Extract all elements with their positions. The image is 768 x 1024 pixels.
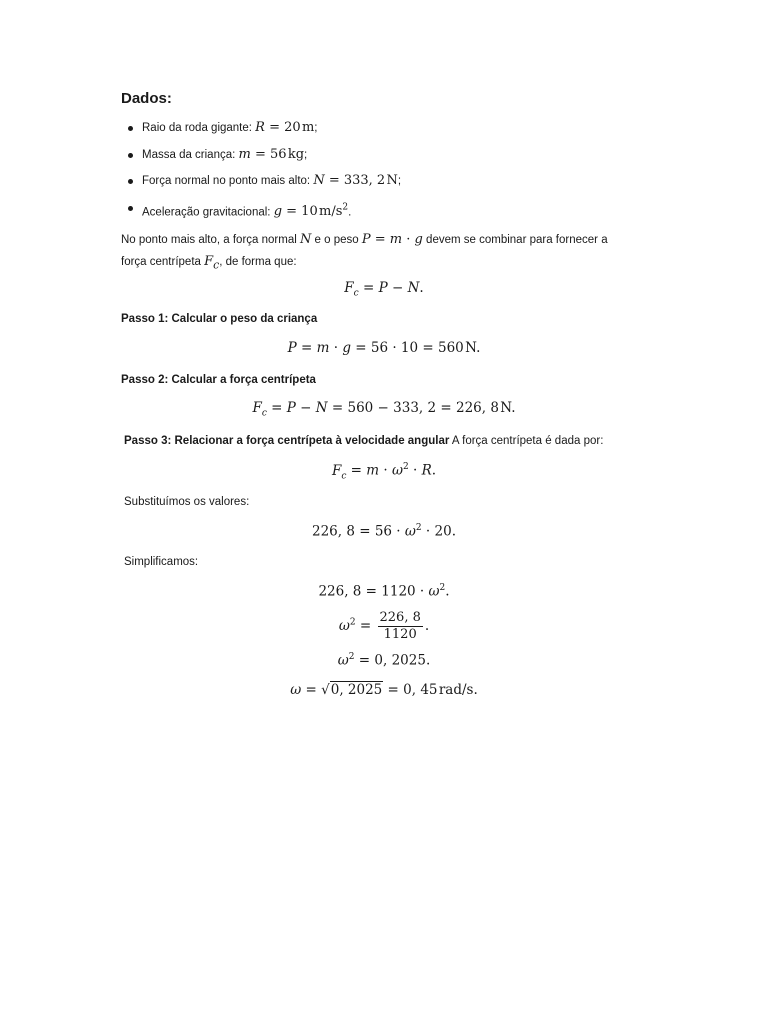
intro-math-p: P = m · g — [361, 232, 423, 247]
equation-substitution: 226, $8 = 56 \cdot \omega^2 \cdot 20$. — [312, 523, 456, 540]
intro-text: força centrípeta — [121, 256, 205, 268]
item-label: Raio da roda gigante: — [142, 122, 256, 134]
list-item — [121, 196, 401, 223]
equation-weight: P = m · g = 56 · 10 = 560 N. — [287, 340, 481, 356]
list-item — [121, 143, 401, 170]
item-math: R = 20 m — [255, 120, 315, 135]
intro-paragraph — [121, 229, 661, 277]
fraction — [378, 610, 423, 643]
final-rhs: = 0, 45 rad/s. — [383, 682, 478, 698]
equation-fc-value: $F_c = P - N = 560 - 333$, 2 = 226, 8 N. — [252, 400, 516, 419]
item-end: . — [348, 205, 352, 218]
step-3-title — [124, 435, 603, 447]
substitution-label: Substituímos os valores: — [124, 496, 250, 508]
intro-math-n: N — [299, 232, 312, 247]
final-lhs: ω = √ — [290, 682, 330, 698]
equation-simplified-3: $\omega^2 = 0$, 2025. — [337, 652, 431, 669]
item-end: ; — [397, 175, 402, 187]
sqrt-radicand: 0, 2025 — [330, 682, 383, 698]
item-end: ; — [304, 148, 308, 161]
fraction-denominator: 1120 — [383, 627, 417, 642]
step-2-title: Passo 2: Calcular a força centrípeta — [121, 374, 316, 386]
equation-simplified-1: 226, $8 = 1120 \cdot \omega^2$. — [318, 583, 450, 600]
intro-math-fc: $F_c$ — [204, 254, 220, 272]
fraction-numerator: 226, 8 — [379, 610, 421, 625]
step-1-title: Passo 1: Calcular o peso da criança — [121, 313, 318, 325]
intro-text: , de forma que: — [219, 256, 297, 268]
item-label: Força normal no ponto mais alto: — [142, 175, 314, 187]
list-item — [121, 116, 401, 143]
item-label: Aceleração gravitacional: — [142, 205, 274, 218]
intro-text: e o peso — [311, 234, 362, 246]
item-math: N = 333, 2 N — [313, 173, 398, 188]
section-heading: Dados: — [121, 90, 172, 107]
step-3-rest: A força centrípeta é dada por: — [449, 435, 604, 447]
step-3-bold: Passo 3: Relacionar a força centrípeta à velocidade angular — [124, 435, 450, 447]
eq2-end: . — [424, 618, 430, 634]
simplify-label: Simplificamos: — [124, 556, 199, 568]
equation-fc-omega: $F_c = m \cdot \omega^2 \cdot R$. — [331, 462, 437, 482]
item-math: g = 10 $m/s^2$ — [273, 202, 349, 219]
equation-simplified-2 — [0, 610, 768, 643]
eq2-lhs: $\omega^2$ = — [338, 617, 376, 634]
intro-text: devem se combinar para fornecer a — [422, 234, 608, 246]
item-math: m = 56 kg — [238, 146, 305, 162]
item-end: ; — [314, 122, 318, 134]
equation-fc-definition: $F_c = P - N$. — [344, 280, 424, 299]
item-label: Massa da criança: — [142, 148, 239, 161]
given-data-list — [121, 116, 401, 222]
list-item — [121, 169, 401, 196]
intro-text: No ponto mais alto, a força normal — [121, 234, 300, 246]
equation-final — [0, 681, 768, 698]
